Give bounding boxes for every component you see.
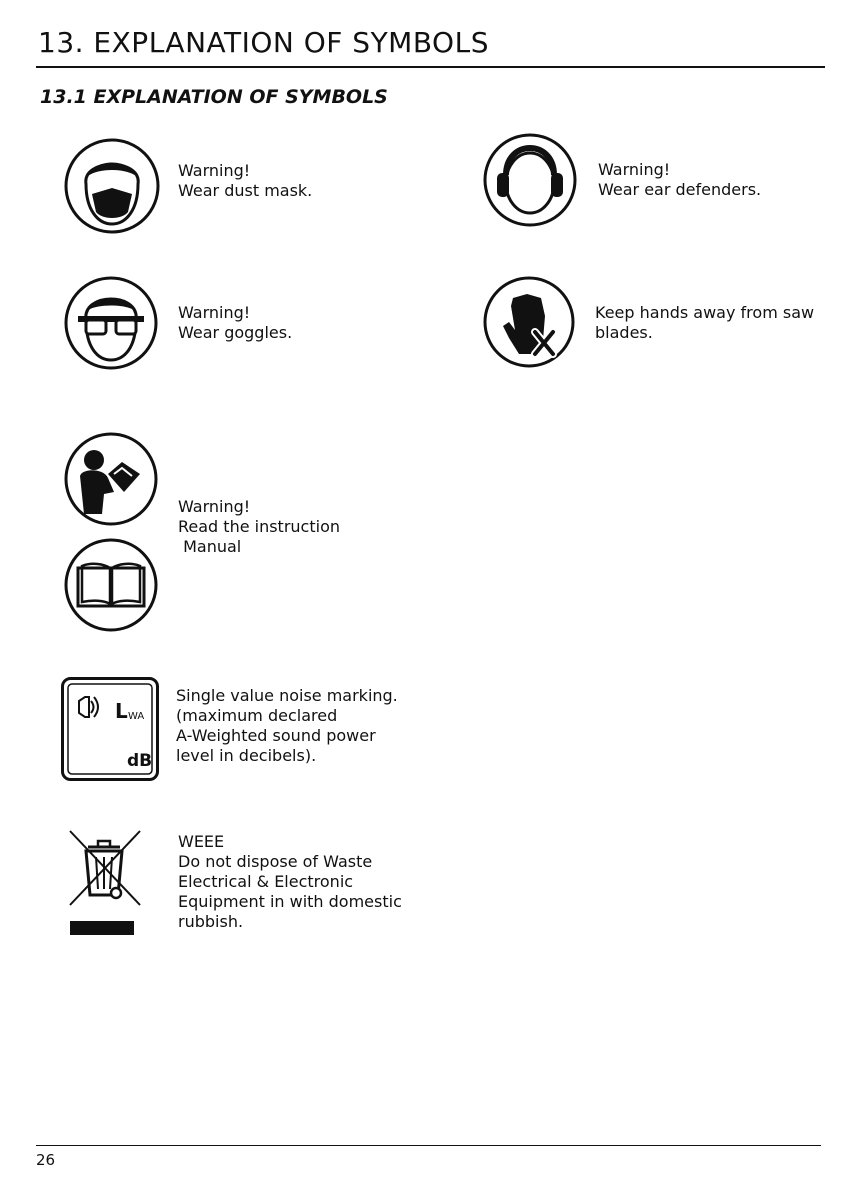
- noise-badge-sub: WA: [128, 711, 145, 722]
- symbol-line: Wear ear defenders.: [598, 180, 762, 199]
- symbol-line: Do not dispose of Waste: [178, 852, 373, 871]
- symbol-line: Warning!: [178, 497, 251, 516]
- symbol-line: Wear goggles.: [178, 323, 293, 342]
- symbol-line: rubbish.: [178, 912, 244, 931]
- symbol-line: Manual: [178, 537, 242, 556]
- page-number: 26: [36, 1151, 56, 1169]
- keep-hands-away-icon: [483, 276, 575, 368]
- dust-mask-icon: [64, 138, 160, 234]
- noise-marking-icon: [61, 677, 159, 781]
- symbol-line: WEEE: [178, 832, 225, 851]
- symbol-line: Warning!: [178, 161, 251, 180]
- goggles-icon: [64, 276, 158, 370]
- symbol-line: Keep hands away from saw: [595, 303, 815, 322]
- symbol-line: level in decibels).: [176, 746, 317, 765]
- page-title: 13. EXPLANATION OF SYMBOLS: [38, 26, 489, 59]
- footer-divider: [36, 1145, 821, 1146]
- symbol-line: Warning!: [598, 160, 671, 179]
- title-divider: [36, 66, 825, 68]
- section-subtitle: 13.1 EXPLANATION OF SYMBOLS: [40, 86, 388, 108]
- symbol-line: Wear dust mask.: [178, 181, 313, 200]
- symbol-line: blades.: [595, 323, 653, 342]
- symbol-line: Single value noise marking.: [176, 686, 398, 705]
- symbol-line: Read the instruction: [178, 517, 340, 536]
- symbol-line: Warning!: [178, 303, 251, 322]
- read-manual-icon: [64, 432, 158, 526]
- symbol-line: A-Weighted sound power: [176, 726, 376, 745]
- noise-badge-main: L: [115, 699, 128, 723]
- weee-bin-icon: [64, 827, 144, 937]
- symbol-line: (maximum declared: [176, 706, 338, 725]
- symbol-line: Electrical & Electronic: [178, 872, 354, 891]
- ear-defenders-icon: [483, 133, 577, 227]
- book-icon: [64, 538, 158, 632]
- symbol-line: Equipment in with domestic: [178, 892, 402, 911]
- noise-badge-unit: dB: [127, 751, 153, 771]
